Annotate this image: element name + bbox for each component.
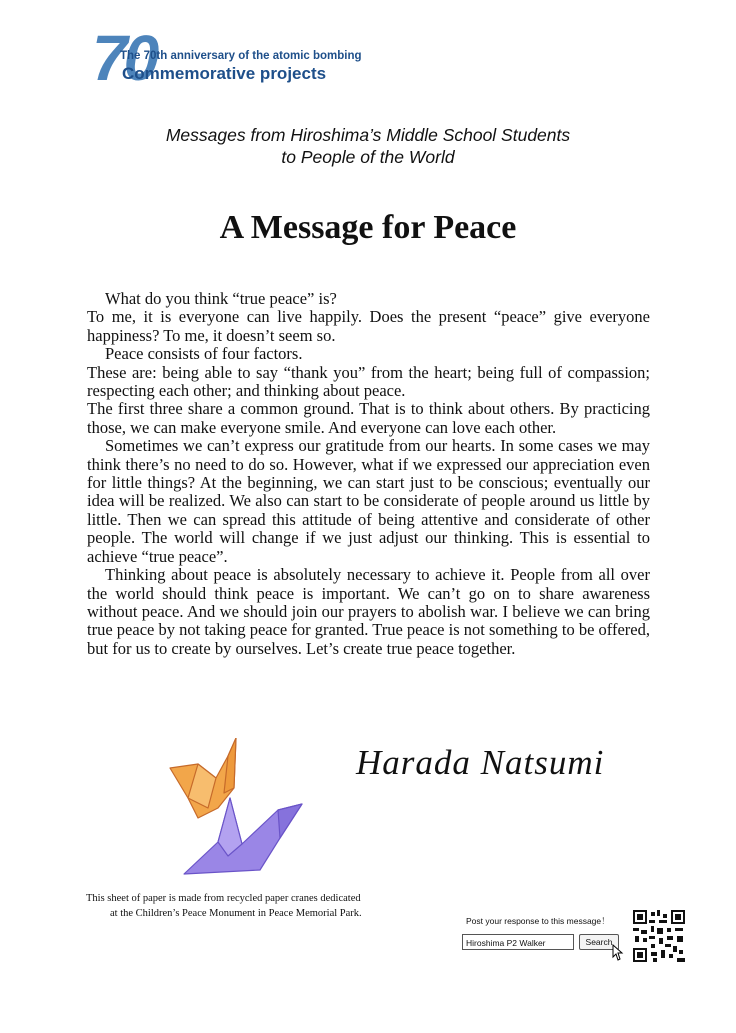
paper-cranes-icon: [168, 738, 308, 878]
response-prompt: Post your response to this message！: [466, 916, 610, 926]
subtitle-line-2: to People of the World: [281, 147, 455, 167]
paragraph: Sometimes we can’t express our gratitude from our hearts. In some cases we may think there’s no need to do so. However, what if we expressed our appreciation even for little things? At the beginning, we can start just to be conscious; eventually our idea will be realized. We also can start to be considerate of people around us little by little. Then we can spread this attitude of being attentive and considerate of other people. The world will change if we just adjust our thinking. This is essential to achieve “true peace”.: [87, 436, 650, 566]
search-input[interactable]: Hiroshima P2 Walker: [462, 934, 574, 950]
pointer-cursor-icon: [610, 944, 624, 962]
paragraph: The first three share a common ground. That is to think about others. By practicing those, we can make everyone smile. And everyone can love each other.: [87, 399, 650, 437]
note-line-2: at the Children’s Peace Monument in Peace Memorial Park.: [110, 908, 362, 919]
subtitle: [0, 124, 736, 168]
signature: Harada Natsumi: [356, 743, 605, 782]
paragraph: Thinking about peace is absolutely necessary to achieve it. People from all over the world should think peace is important. We can’t go on to share awareness without peace. And we should join our prayers to abolish war. I believe we can bring true peace by not taking peace for granted. True peace is not something to be offered, but for us to create by ourselves. Let’s create true peace together.: [87, 565, 650, 658]
logo-line-1: The 70th anniversary of the atomic bombing: [120, 50, 362, 62]
logo-number: 70: [92, 22, 156, 94]
page-title: A Message for Peace: [219, 209, 517, 246]
search-button[interactable]: Search: [579, 934, 619, 950]
subtitle-line-1: Messages from Hiroshima’s Middle School Students: [165, 125, 571, 145]
paragraph: Peace consists of four factors.: [105, 344, 303, 364]
logo-line-2: Commemorative projects: [122, 64, 327, 83]
note-line-1: This sheet of paper is made from recycled paper cranes dedicated: [86, 893, 361, 904]
message-body: [87, 290, 650, 658]
paragraph: What do you think “true peace” is?: [105, 289, 337, 308]
qr-code-icon: [633, 910, 685, 962]
recycled-paper-note: [86, 891, 446, 921]
paragraph: These are: being able to say “thank you” from the heart; being full of compassion; respecting each other; and thinking about peace.: [87, 362, 650, 401]
commemorative-logo: [90, 22, 390, 104]
paragraph: To me, it is everyone can live happily. Does the present “peace” give everyone happiness? To me, it doesn’t seem so.: [87, 307, 650, 345]
